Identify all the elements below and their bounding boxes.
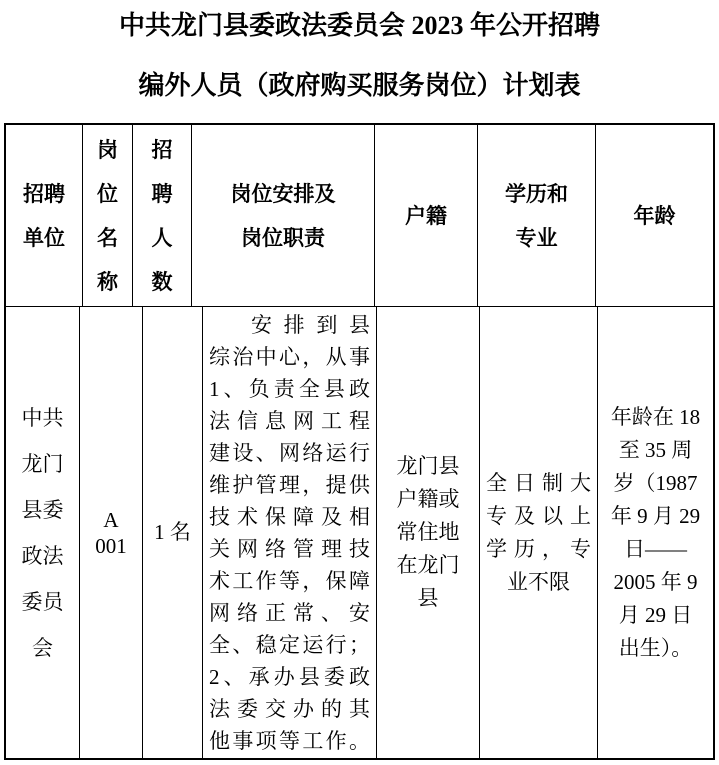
text-line: 综治中心，从事 bbox=[209, 344, 370, 369]
text-line: 县 bbox=[417, 586, 439, 610]
cell-post-code bbox=[80, 307, 143, 758]
cell-duty bbox=[203, 307, 377, 758]
text-line: 2005 年 9 bbox=[613, 569, 698, 594]
text-line: 学历，专 bbox=[486, 536, 591, 561]
text-line: 法信息网工程 bbox=[209, 408, 370, 433]
header-cell-recruiting-unit bbox=[6, 125, 83, 306]
text-line: 全日制大 bbox=[486, 470, 591, 495]
text-line: 年龄 bbox=[633, 203, 676, 228]
text-line: 岗位安排及 bbox=[230, 181, 336, 206]
header-cell-education bbox=[478, 125, 596, 306]
text-line: 出生）。 bbox=[618, 635, 693, 660]
text-line: 年龄在 18 bbox=[610, 404, 701, 429]
text-line: 名 bbox=[97, 225, 118, 250]
text-line: 2、承办县委政 bbox=[209, 664, 370, 689]
text-line: 他事项等工作。 bbox=[209, 728, 370, 753]
text-line: 常住地 bbox=[396, 520, 460, 544]
text-line: 1、负责全县政 bbox=[209, 376, 370, 401]
document-title-line-2: 编外人员（政府购买服务岗位）计划表 bbox=[138, 71, 581, 100]
table-header-row bbox=[6, 125, 713, 307]
cell-education bbox=[480, 307, 598, 758]
text-line: 户籍或 bbox=[396, 487, 460, 511]
text-line: 专及以上 bbox=[486, 503, 591, 528]
text-line: 在龙门 bbox=[396, 553, 460, 577]
text-line: 001 bbox=[95, 533, 127, 558]
recruitment-plan-table bbox=[4, 123, 715, 760]
text-line: 会 bbox=[32, 635, 53, 660]
header-cell-household bbox=[375, 125, 478, 306]
cell-age bbox=[598, 307, 713, 758]
text-line: 委员 bbox=[21, 589, 64, 614]
header-cell-duty bbox=[192, 125, 375, 306]
text-line: 学历和 bbox=[505, 181, 568, 206]
text-line: 专业 bbox=[515, 225, 558, 250]
text-line: 称 bbox=[97, 269, 118, 294]
text-line: 单位 bbox=[23, 225, 65, 250]
text-line: 网络正常、安 bbox=[209, 600, 370, 625]
text-line: 业不限 bbox=[507, 569, 570, 594]
text-line: 岁（1987 bbox=[613, 470, 698, 495]
document-title-line-1: 中共龙门县委政法委员会 2023 年公开招聘 bbox=[118, 11, 600, 40]
text-line: 关网络管理技 bbox=[209, 536, 370, 561]
text-line: 技术保障及相 bbox=[209, 504, 370, 529]
text-line: 全、稳定运行； bbox=[209, 632, 370, 657]
text-line: 安排到县 bbox=[251, 312, 370, 337]
text-line: 招聘 bbox=[23, 181, 65, 206]
text-line: 年 9 月 29 bbox=[610, 503, 701, 528]
text-line: 中共 bbox=[21, 405, 64, 430]
text-line: 人 bbox=[151, 225, 173, 250]
text-line: 月 29 日 bbox=[618, 602, 693, 627]
cell-household bbox=[377, 307, 480, 758]
text-line: 法委交办的其 bbox=[209, 696, 370, 721]
table-data-row bbox=[6, 307, 713, 758]
text-line: 聘 bbox=[151, 181, 173, 206]
text-line: 户籍 bbox=[405, 203, 447, 228]
text-line: 政法 bbox=[21, 543, 64, 568]
header-cell-age bbox=[596, 125, 713, 306]
text-line: A bbox=[103, 507, 119, 532]
text-line: 龙门县 bbox=[396, 454, 460, 478]
text-line: 至 35 周 bbox=[618, 437, 693, 462]
header-cell-recruit-count bbox=[133, 125, 192, 306]
text-line: 建设、网络运行 bbox=[209, 440, 370, 465]
text-line: 县委 bbox=[21, 497, 64, 522]
text-line: 位 bbox=[97, 181, 118, 206]
text-line: 招 bbox=[151, 137, 173, 162]
text-line: 维护管理，提供 bbox=[209, 472, 370, 497]
text-line: 1 名 bbox=[154, 520, 191, 544]
header-cell-post-name bbox=[83, 125, 133, 306]
text-line: 岗 bbox=[97, 137, 118, 162]
text-line: 数 bbox=[151, 269, 173, 294]
text-line: 术工作等，保障 bbox=[209, 568, 370, 593]
text-line: 龙门 bbox=[21, 451, 64, 476]
text-line: 岗位职责 bbox=[241, 225, 325, 250]
text-line: 日—— bbox=[624, 536, 687, 561]
cell-recruiting-unit bbox=[6, 307, 80, 758]
cell-recruit-count bbox=[143, 307, 203, 758]
